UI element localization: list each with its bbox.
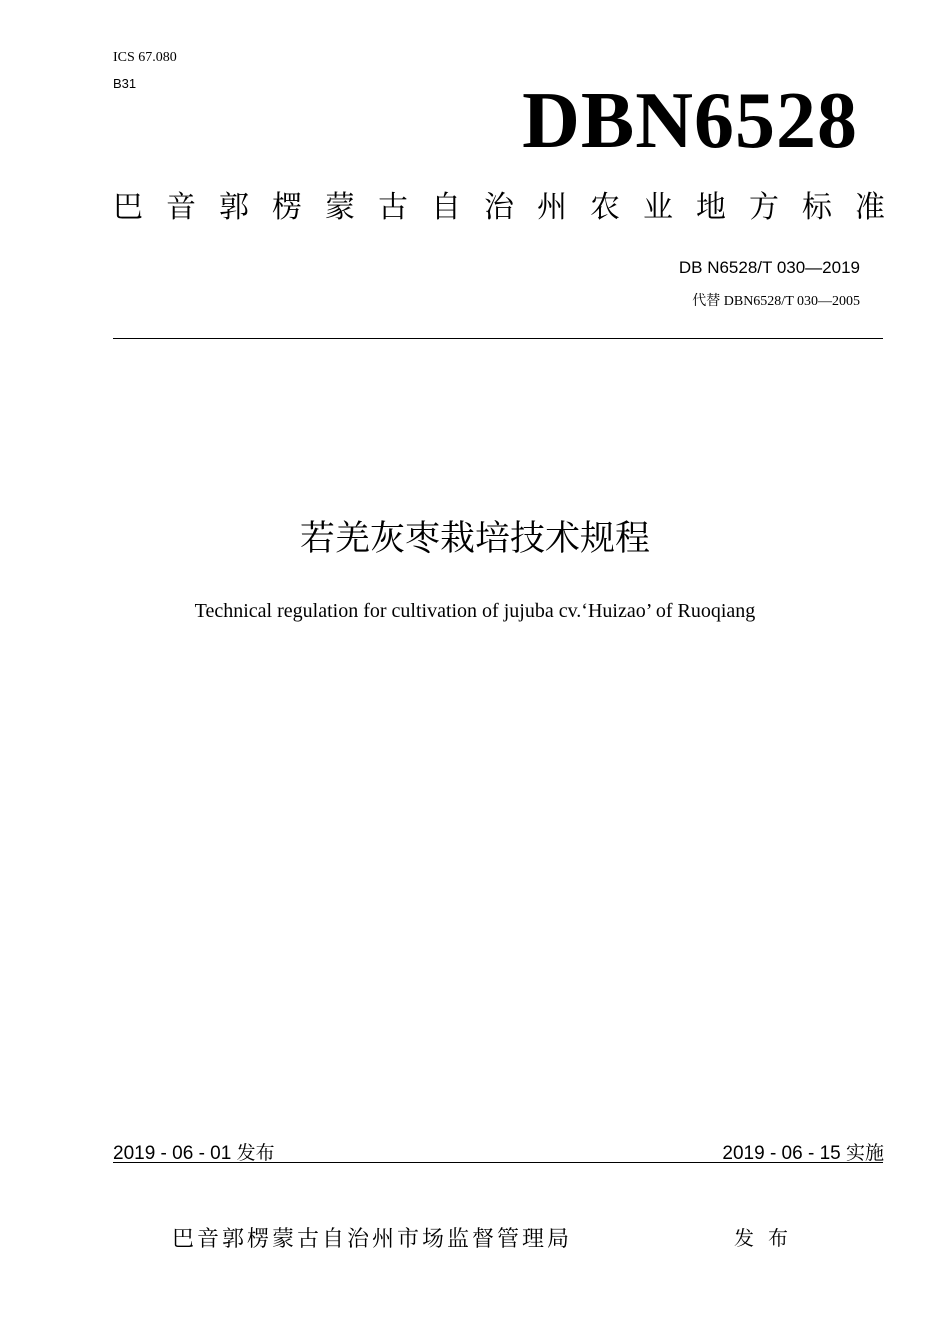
document-title-english: Technical regulation for cultivation of jujuba cv.‘Huizao’ of Ruoqiang [194,600,756,622]
org-char: 业 [643,190,673,225]
org-char: 音 [166,190,196,225]
issue-date: 2019 - 06 - 01 发布 [113,1143,275,1164]
issuing-verb: 发布 [734,1226,802,1250]
header-divider [113,338,883,339]
org-char: 农 [590,190,620,225]
standard-code-large: DBN6528 [522,77,858,165]
org-char: 标 [802,190,832,225]
org-char: 楞 [272,190,302,225]
org-char: 古 [378,190,408,225]
implementation-date: 2019 - 06 - 15 实施 [722,1143,884,1164]
document-title-chinese: 若羌灰枣栽培技术规程 [299,519,650,559]
standard-number: DB N6528/T 030—2019 [678,258,860,277]
org-char: 地 [696,190,726,225]
org-char: 蒙 [325,190,355,225]
footer-divider [113,1162,883,1163]
standard-organization [113,186,885,230]
ics-code: ICS 67.080 [113,50,177,65]
org-char: 准 [855,190,885,225]
issuing-authority: 巴音郭楞蒙古自治州市场监督管理局 [172,1227,573,1252]
replaces-standard: 代替 DBN6528/T 030—2005 [692,294,860,309]
org-char: 自 [431,190,461,225]
org-char: 巴 [113,190,143,225]
classification-code: B31 [113,76,137,91]
org-char: 郭 [219,190,249,225]
org-char: 治 [484,190,514,225]
org-char: 方 [749,190,779,225]
org-char: 州 [537,190,567,225]
